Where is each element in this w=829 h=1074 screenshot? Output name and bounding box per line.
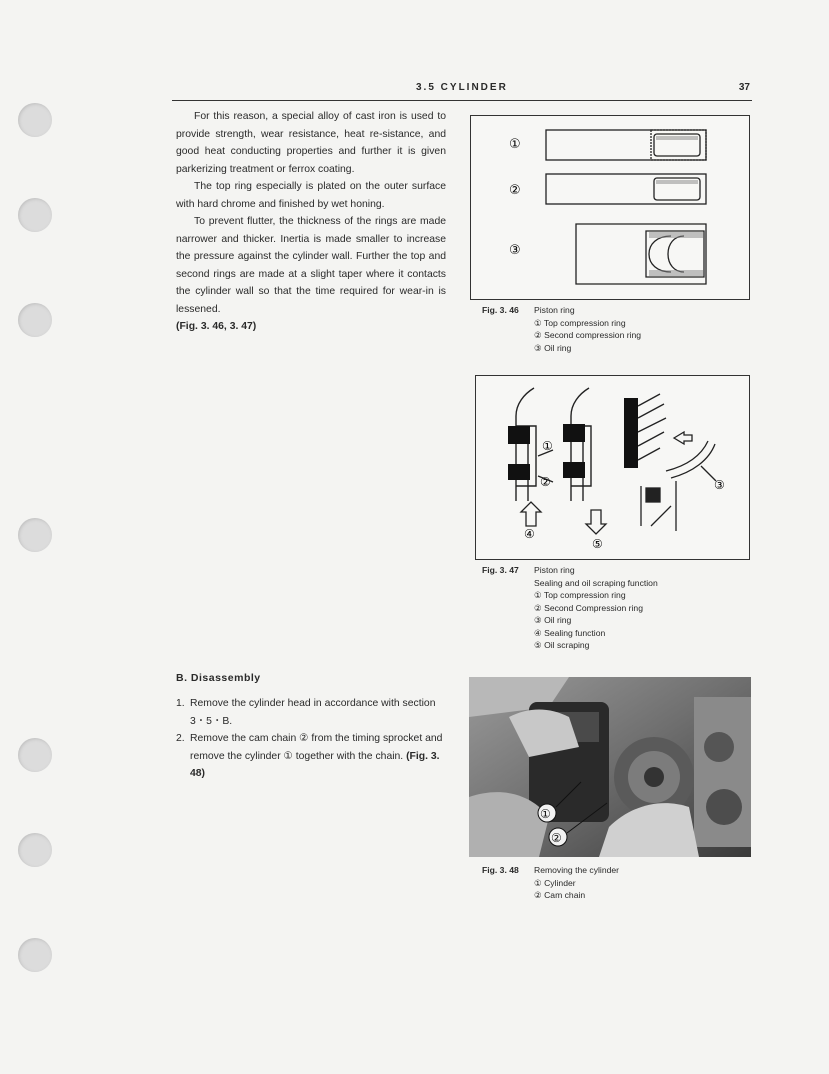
paragraph: For this reason, a special alloy of cast iron is used to provide strength, wear resistance, heat re-sistance, and good heat conducting properties and further it is given parkerizing treatment or ferrox coating. (176, 111, 446, 175)
figure-title: Removing the cylinder (534, 865, 620, 875)
callout-2: ② (509, 183, 521, 198)
caption-subtitle: Sealing and oil scraping function (534, 577, 658, 588)
figure-label: Fig. 3. 46 (482, 305, 519, 315)
step-text: Remove the cylinder head in accordance with section 3・5・B. (190, 698, 436, 727)
callout-5: ⑤ (592, 537, 603, 551)
body-text (176, 108, 446, 336)
binder-hole (18, 938, 52, 972)
binder-hole (18, 303, 52, 337)
caption-item: ② Second Compression ring (534, 602, 643, 613)
cylinder-removal-photo (469, 677, 751, 857)
figure-title: Piston ring (534, 305, 575, 315)
caption-item: ⑤ Oil scraping (534, 640, 590, 650)
callout-2: ② (540, 475, 551, 489)
step-number: 2. (176, 733, 185, 744)
binder-hole (18, 198, 52, 232)
binder-hole (18, 103, 52, 137)
binder-hole (18, 738, 52, 772)
caption-item: ① Cylinder (534, 877, 576, 888)
step-number: 1. (176, 698, 185, 709)
figure-title: Piston ring (534, 565, 575, 575)
caption-item: ① Top compression ring (534, 590, 626, 600)
figure-label: Fig. 3. 47 (482, 565, 519, 575)
figure-3-47-caption (482, 564, 752, 652)
step-text: Remove the cam chain ② from the timing sprocket and remove the cylinder ① together with the chain. (190, 733, 443, 762)
page-number: 37 (738, 82, 750, 93)
figure-label: Fig. 3. 48 (482, 865, 519, 875)
figure-reference: (Fig. 3. 46, 3. 47) (176, 321, 257, 332)
figure-3-47 (475, 375, 750, 560)
binder-hole (18, 518, 52, 552)
paragraph-text: To prevent flutter, the thickness of the rings are made narrower and thicker. Inertia is made smaller to increase the pressure against the cylinder wall. Further the top and second rings are made at a slight taper where it contacts the cylinder wall so that the time required for wear-in is lessened. (176, 216, 446, 315)
disassembly-steps (176, 695, 446, 783)
caption-item: ③ Oil ring (534, 342, 572, 353)
caption-item: ④ Sealing function (534, 627, 606, 638)
caption-item: ① Top compression ring (534, 317, 626, 328)
caption-item: ③ Oil ring (534, 615, 572, 625)
caption-item: ② Second compression ring (534, 330, 642, 340)
callout-3: ③ (509, 243, 521, 258)
callout-2: ② (551, 831, 562, 845)
photo-illustration (469, 677, 751, 857)
figure-3-46 (470, 115, 750, 300)
callout-1: ① (540, 807, 551, 821)
page-header (172, 80, 752, 101)
callout-1: ① (509, 137, 521, 152)
sealing-function-diagram (476, 376, 749, 559)
figure-3-48-caption (482, 864, 752, 902)
step (176, 730, 446, 783)
binder-hole (18, 833, 52, 867)
figure-reference: (Fig. 3. 48) (190, 750, 440, 779)
step-content (190, 730, 446, 783)
paragraph: The top ring especially is plated on the outer surface with hard chrome and finished by wet honing. (176, 181, 446, 210)
callout-3: ③ (714, 478, 725, 492)
piston-ring-diagram (471, 116, 749, 299)
callout-1: ① (542, 439, 553, 453)
paragraph (176, 213, 446, 336)
section-title: 3.5 CYLINDER (416, 82, 508, 93)
callout-4: ④ (524, 527, 535, 541)
step (176, 695, 446, 730)
caption-item: ② Cam chain (534, 890, 586, 900)
figure-3-46-caption (482, 304, 752, 354)
section-heading: B. Disassembly (176, 672, 261, 684)
